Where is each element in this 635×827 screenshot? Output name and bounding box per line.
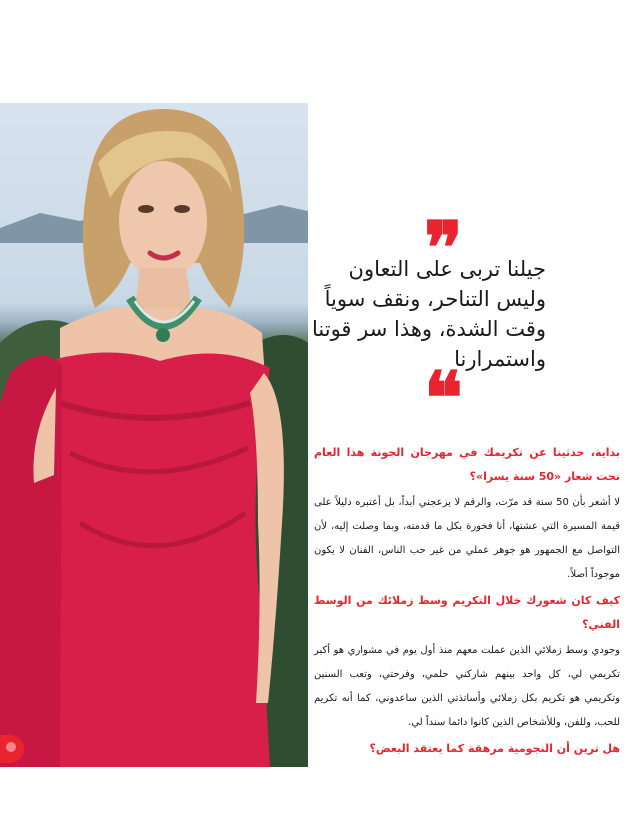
cover-photo — [0, 103, 308, 767]
portrait-illustration — [0, 103, 308, 767]
interview-answer: لا أشعر بأن 50 سنة قد مرّت، والرقم لا يزعجني أبداً، بل أعتبره دليلاً على قيمة المسيرة التي عشتها، أنا فخورة بكل ما قدمته، وبما وصلت إليه، لأن التواصل مع الجمهور هو جوهر عملي من غير حب الناس، الفنان لا يكون موجوداً أصلاً. — [314, 497, 620, 580]
interview-question: بداية، حدثينا عن تكريمك في مهرجان الجونة هذا العام تحت شعار «50 سنة يسرا»؟ — [314, 446, 620, 483]
quote-open-icon: ❞ — [424, 205, 463, 290]
interview-answer: وجودي وسط زملائي الذين عملت معهم منذ أول يوم في مشواري هو أكبر تكريمي لي، كل واحد بينهم شاركني حلمي، وفرحتي، وتعب السنين وتكريمي هو تكريم بكل زملائي وأساتذتي الذين ساعدوني، كما أنه تكريم للحب، وللفن، وللأشخاص الذين كانوا دائما سنداً لي. — [314, 645, 620, 728]
article-body — [314, 441, 620, 763]
interview-question: كيف كان شعورك خلال التكريم وسط زملائك من الوسط الفني؟ — [314, 594, 620, 631]
pull-quote-line: وقت الشدة، وهذا سر قوتنا — [312, 317, 546, 341]
pull-quote-line: جيلنا تربى على التعاون — [348, 257, 546, 281]
interview-question: هل ترين أن النجومية مرهقة كما يعتقد البعض؟ — [369, 742, 620, 755]
quote-close-icon: ❝ — [424, 355, 463, 440]
pull-quote-line: وليس التناحر، ونقف سوياً — [324, 287, 546, 311]
pull-quote-line: واستمرارنا — [454, 347, 546, 371]
